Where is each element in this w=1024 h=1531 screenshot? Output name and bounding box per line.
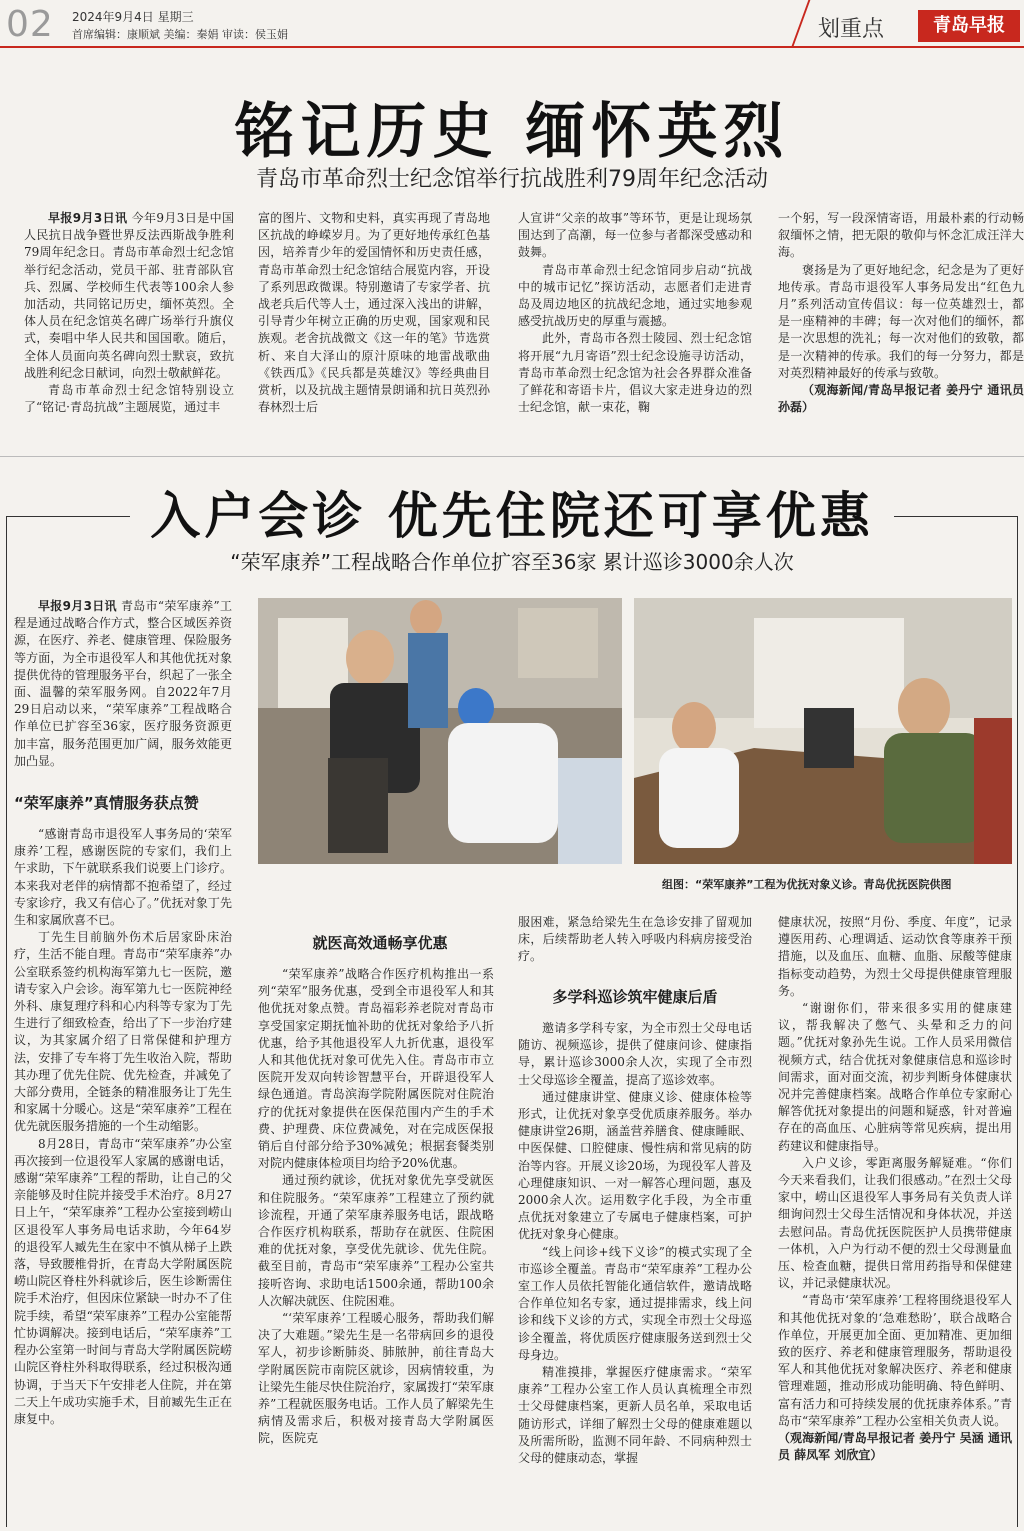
story2-paragraph: 入户义诊，零距离服务解疑难。“你们今天来看我们，让我们很感动。”在烈士父母家中，崂山区退役军人事务局有关负责人详细询问烈士父母生活情况和身体状况，并送去慰问品。青岛优抚医院医护人员携带健康一体机，入户为行动不便的烈士父母测量血压、检查血糖，提供日常用药指导和保健建议，并记录健康状况。 (778, 1155, 1012, 1291)
story1-paragraph: 一个躬，写一段深情寄语，用最朴素的行动畅叙缅怀之情，把无限的敬仰与怀念汇成汪洋大海。 (778, 211, 1024, 260)
story2-paragraph: 邀请多学科专家，为全市烈士父母电话随访、视频巡诊，提供了健康问诊、健康指导，累计巡诊3000余人次，实现了全市烈士父母巡诊全覆盖，提高了巡诊效率。 (518, 1021, 752, 1087)
story1-column-2 (258, 210, 490, 448)
story1-paragraph: 青岛市革命烈士纪念馆同步启动“抗战中的城市记忆”探访活动，志愿者们走进青岛及周边地区的抗战纪念地，通过实地参观感受抗战历史的厚重与震撼。 (518, 262, 752, 329)
story1-paragraph: 褒扬是为了更好地纪念，纪念是为了更好地传承。青岛市退役军人事务局发出“红色九月”系列活动宣传倡议：每一位英雄烈士，都是一座精神的丰碑；每一次对他们的缅怀，都是一次思想的洗礼；每一次对他们的致敬，都是一次精神的传承。我们的每一分努力，都是对英烈精神最好的传承与致敬。 (778, 262, 1024, 380)
story2-column-3 (518, 1020, 752, 1516)
newspaper-logo: 青岛早报 (918, 10, 1020, 42)
story1-paragraph: 富的图片、文物和史料，真实再现了青岛地区抗战的峥嵘岁月。为了更好地传承红色基因，培养青少年的爱国情怀和历史责任感，青岛市革命烈士纪念馆结合展览内容，开设了系列思政微课。特别邀请了专家学者、抗战老兵后代等人士，通过深入浅出的讲解，引导青少年树立正确的历史观，国家观和民族观。老舍抗战微文《这一年的笔》节选赏析、来自大泽山的原汁原味的地雷战歌曲《铁西瓜》《民兵都是英雄汉》等经典曲目赏析，以及抗战主题情景朗诵和抗日英烈孙春林烈士后 (258, 211, 490, 415)
story2-intro: 早报9月3日讯 青岛市“荣军康养”工程是通过战略合作方式，整合区域医养资源，在医疗、养老、健康管理、保险服务等方面，为全市退役军人和其他优抚对象提供优待的管理服务平台，织起了一张全面、温馨的荣军服务网。自2022年7月29日启动以来，“荣军康养”工程战略合作单位已扩容至36家，医疗服务资源更加丰富，服务范围更加广阔，服务效能更加凸显。 (14, 599, 232, 768)
story2-paragraph: 健康状况，按照“月份、季度、年度”，记录遵医用药、心理调适、运动饮食等康养干预措施，以及血压、血糖、血脂、尿酸等健康指标变动趋势，为烈士父母提供健康管理服务。 (778, 915, 1012, 998)
story1-dateline: 早报9月3日讯 (48, 211, 128, 225)
section-label: 划重点 (818, 17, 885, 42)
issue-date: 2024年9月4日 星期三 (72, 10, 194, 24)
story2-paragraph: “荣军康养”战略合作医疗机构推出一系列“荣军”服务优惠，受到全市退役军人和其他优抚对象点赞。青岛福彩养老院对青岛市享受国家定期抚恤补助的优抚对象给予八折优惠，给予其他退役军人九折优惠，退役军人和其他优抚对象可优先入住。青岛市市立医院开发双向转诊智慧平台，开辟退役军人绿色通道。青岛滨海学院附属医院对住院治疗的优抚对象提供在医保范围内产生的手术费、护理费、床位费减免，对在完成医保报销后自付部分给予30%减免；根据套餐类别对院内健康体检项目均给予20%优惠。 (258, 967, 494, 1171)
story2-paragraph: “‘荣军康养’工程暖心服务，帮助我们解决了大难题。”梁先生是一名带病回乡的退役军人，初步诊断肺炎、肺脓肿，前往青岛大学附属医院市南院区就诊，因病情较重，为让梁先生能尽快住院治疗，家属拨打“荣军康养”工程就医服务电话。工作人员了解梁先生病情及需求后，积极对接青岛大学附属医院，医院克 (258, 1311, 494, 1446)
story2-paragraph: 通过预约就诊，优抚对象优先享受就医和住院服务。“荣军康养”工程建立了预约就诊流程，开通了荣军康养服务电话，跟战略合作医疗机构联系，帮助存在就医、住院困难的优抚对象，享受优先就诊、优先住院。截至目前，青岛市“荣军康养”工程办公室共接听咨询、求助电话1500余通，帮助100余人次解决就医、住院困难。 (258, 1173, 494, 1308)
story2-paragraph: “线上问诊+线下义诊”的模式实现了全市巡诊全覆盖。青岛市“荣军康养”工程办公室工作人员依托智能化通信软件，邀请战略合作单位知名专家，通过提排需求，线上问诊和线下义诊的方式，实现全市烈士父母巡诊全覆盖，将优质医疗健康服务送到烈士父母身边。 (518, 1244, 752, 1362)
story2-subheadline: “荣军康养”工程战略合作单位扩容至36家 累计巡诊3000余人次 (230, 550, 794, 574)
story1-paragraph: 今年9月3日是中国人民抗日战争暨世界反法西斯战争胜利79周年纪念日。青岛市革命烈士纪念馆举行纪念活动，党员干部、驻青部队官兵、烈属、学校师生代表等100余人参加活动，共同铭记历史，缅怀英烈。全体人员在纪念馆英名碑广场举行升旗仪式，奏唱中华人民共和国国歌。随后，全体人员面向英名碑向烈士默哀，致抗战胜利纪念日献词，向烈士敬献鲜花。 (24, 211, 234, 380)
page-number: 02 (6, 4, 54, 45)
story2-paragraph: 服困难，紧急给梁先生在急诊安排了留观加床，后续帮助老人转入呼吸内科病房接受治疗。 (518, 915, 752, 964)
story1-byline: （观海新闻/青岛早报记者 姜丹宁 通讯员 孙磊） (778, 383, 1024, 415)
section-heading-service: “荣军康养”真情服务获点赞 (14, 794, 199, 812)
story2-paragraph: 丁先生目前脑外伤术后居家卧床治疗，生活不能自理。青岛市“荣军康养”办公室联系签约机构海军第九七一医院，邀请专家入户会诊。海军第九七一医院神经外科、康复理疗科和心内科等专家为丁先生进行了细致检查，给出了下一步治疗建议，为其家属介绍了日常保健和护理方法，安排了专车将丁先生收治入院，帮助其办理了优先住院、优先检查，并减免了大部分费用，全链条的精准服务让丁先生和家属十分暖心。这是“荣军康养”工程在优先就医服务措施的一个生动缩影。 (14, 930, 232, 1134)
story1-headline: 铭记历史 缅怀英烈 (234, 97, 790, 167)
story2-paragraph: “谢谢你们，带来很多实用的健康建议，帮我解决了憋气、头晕和乏力的问题。”优抚对象孙先生说。工作人员采用微信视频方式，结合优抚对象健康信息和巡诊时间需求，面对面交流，初步判断身体健康状况并完善健康档案。战略合作单位专家耐心解答优抚对象提出的问题和疑惑，针对普遍存在的高血压、心脏病等常见疾病，提出用药建议和健康指导。 (778, 1001, 1012, 1153)
section-heading-medical: 就医高效通畅享优惠 (312, 934, 448, 952)
story2-paragraph: “青岛市‘荣军康养’工程将围绕退役军人和其他优抚对象的‘急难愁盼’，联合战略合作单位，开展更加全面、更加精准、更加细致的医疗、养老和健康管理服务，帮助退役军人和其他优抚对象解决医疗、养老和健康管理难题，推动形成功能明确、特色鲜明、富有活力和可持续发展的优抚康养体系。”青岛市“荣军康养”工程办公室相关负责人说。 (778, 1293, 1012, 1428)
story2-paragraph: 通过健康讲堂、健康义诊、健康体检等形式，让优抚对象享受优质康养服务。举办健康讲堂26期，涵盖营养膳食、健康睡眠、中医保健、口腔健康、慢性病和常见病的防治等内容。开展义诊20场，为现役军人普及心理健康知识、一对一解答心理问题，惠及2000余人次。运用数字化手段，为全市重点优抚对象建立了专属电子健康档案，可护优抚对象身心健康。 (518, 1089, 752, 1242)
story2-headline: 入户会诊 优先住院还可享优惠 (150, 487, 874, 545)
story2-byline: （观海新闻/青岛早报记者 姜丹宁 吴涵 通讯员 薛凤军 刘欣宜） (778, 1431, 1012, 1463)
photo-caption: 组图：“荣军康养”工程为优抚对象义诊。青岛优抚医院供图 (662, 878, 952, 891)
editor-credits: 首席编辑：康顺斌 美编：秦娟 审读：侯玉娟 (72, 28, 288, 41)
story1-subheadline: 青岛市革命烈士纪念馆举行抗战胜利79周年纪念活动 (256, 167, 768, 192)
story-separator (0, 456, 1024, 457)
story1-column-1 (24, 210, 234, 448)
story1-column-4 (778, 210, 1024, 448)
story2-column-4 (778, 914, 1012, 1518)
story2-dateline: 早报9月3日讯 (38, 599, 117, 613)
story2-paragraph: 8月28日，青岛市“荣军康养”办公室再次接到一位退役军人家属的感谢电话，感谢“荣军康养”工程的帮助，让自己的父亲能够及时住院并接受手术治疗。8月27日上午，“荣军康养”工程办公室接到崂山区退役军人事务局电话求助，今年64岁的退役军人臧先生在家中不慎从梯子上跌落，导致腰椎骨折，在青岛大学附属医院崂山院区脊柱外科就诊后，医生诊断需住院手术治疗，但因床位紧缺一时办不了住院手续，希望“荣军康养”工程办公室能帮忙协调解决。接到电话后，“荣军康养”工程办公室第一时间与青岛大学附属医院崂山院区脊柱外科取得联系，经过积极沟通协调，于当天下午安排老人住院，并在第二天上午成功实施手术，目前臧先生正在康复中。 (14, 1136, 232, 1426)
story2-column-2 (258, 966, 494, 1516)
story1-paragraph: 人宣讲“父亲的故事”等环节，更是让现场氛围达到了高潮，每一位参与者都深受感动和鼓舞。 (518, 211, 752, 260)
photo-eye-exam (634, 598, 1012, 864)
story1-paragraph: 此外，青岛市各烈士陵园、烈士纪念馆将开展“九月寄语”烈士纪念设施寻访活动，青岛市革命烈士纪念馆为社会各界群众准备了鲜花和寄语卡片，倡议大家走进身边的烈士纪念馆，献一束花，鞠 (518, 331, 752, 415)
story2-column-1 (14, 826, 232, 1516)
header-rule (0, 46, 1024, 48)
section-heading-checkup: 多学科巡诊筑牢健康后盾 (552, 988, 718, 1006)
story1-column-3 (518, 210, 752, 448)
story1-paragraph: 青岛市革命烈士纪念馆特别设立了“铭记·青岛抗战”主题展览，通过丰 (24, 383, 234, 415)
story2-paragraph: 精准摸排，掌握医疗健康需求。“荣军康养”工程办公室工作人员认真梳理全市烈士父母健康档案，更新人员名单，采取电话随访形式，详细了解烈士父母的健康难题以及所需所盼，监测不同年龄、不同病种烈士父母的健康动态，掌握 (518, 1365, 752, 1466)
story2-column-3-top (518, 914, 752, 966)
photo-home-visit (258, 598, 622, 864)
story2-paragraph: “感谢青岛市退役军人事务局的‘荣军康养’工程，感谢医院的专家们，我们上午求助，下午就联系我们说要上门诊疗。本来我对老伴的病情都不抱希望了，经过专家诊疗，我又有信心了。”优抚对象丁先生和家属欣喜不已。 (14, 827, 232, 928)
